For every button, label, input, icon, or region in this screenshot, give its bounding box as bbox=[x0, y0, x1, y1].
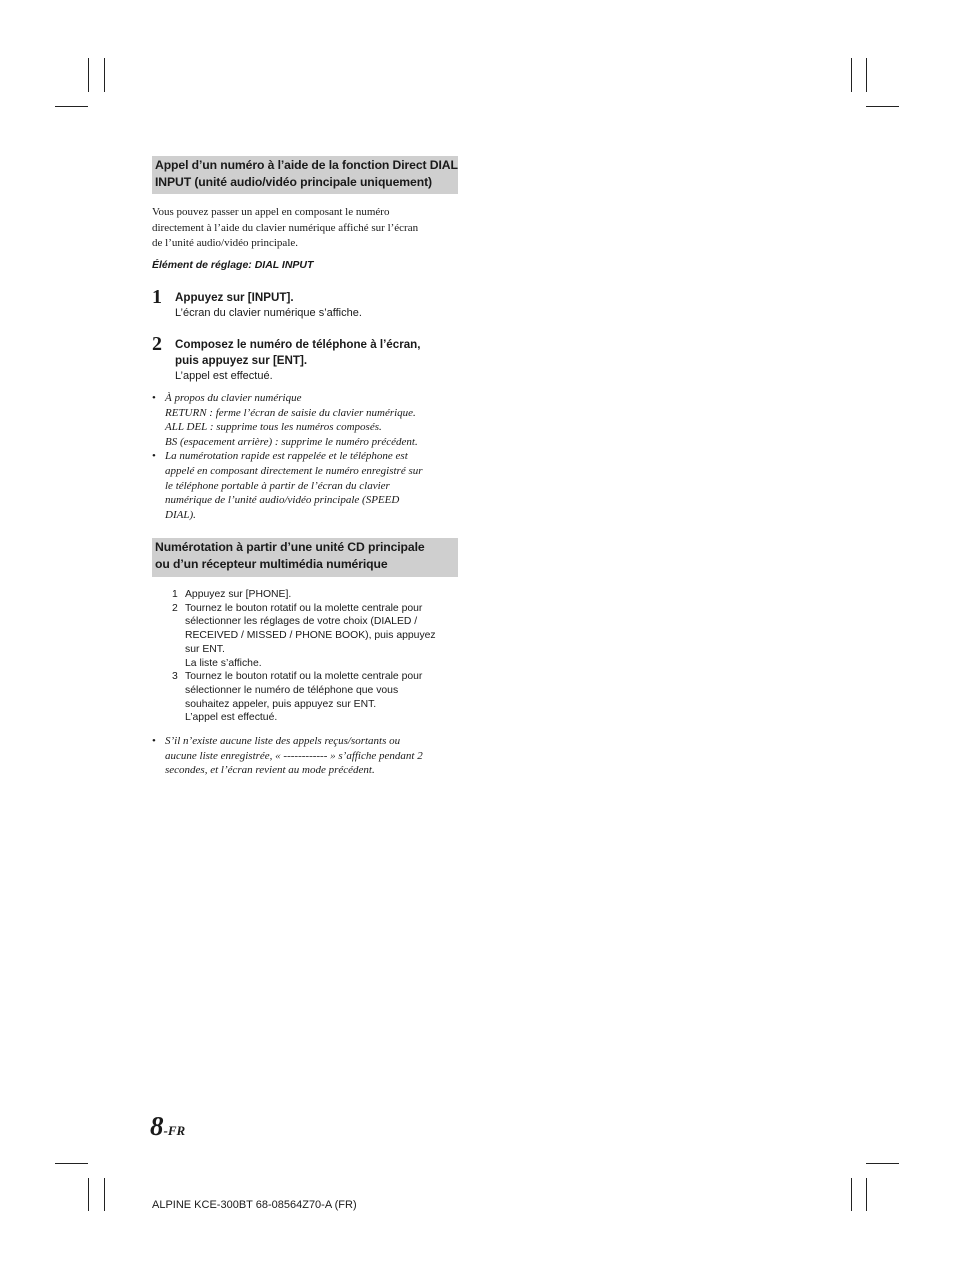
note-item: • La numérotation rapide est rappelée et le téléphone est appelé en composant directement le numéro enregistré sur le téléphone portable à partir de l’écran du clavier numérique de l’unité audio/vidéo principale (SPEED DIAL). bbox=[152, 450, 423, 521]
list-item: 1 Appuyez sur [PHONE]. bbox=[172, 589, 292, 600]
list-item: 2 Tournez le bouton rotatif ou la molette centrale pour sélectionner les réglages de votre choix (DIALED / RECEIVED / MISSED / PHONE BOOK), puis appuyez sur ENT. La liste s’affiche. bbox=[172, 602, 436, 669]
bullet: • bbox=[152, 735, 156, 747]
item-number: 2 bbox=[172, 602, 178, 614]
note-item: • À propos du clavier numérique RETURN : ferme l’écran de saisie du clavier numérique. ALL DEL : supprime tous les numéros composés. BS (espacement arrière) : supprime le numéro précédent. bbox=[152, 392, 418, 448]
step-result: L’appel est effectué. bbox=[175, 370, 273, 382]
crop-mark bbox=[88, 58, 89, 92]
heading-line: Appel d’un numéro à l’aide de la fonction Direct DIAL bbox=[155, 158, 458, 172]
step-number: 1 bbox=[152, 286, 162, 308]
crop-mark bbox=[866, 106, 899, 107]
procedure-list bbox=[172, 588, 472, 725]
intro-paragraph bbox=[152, 205, 458, 252]
key-input: [INPUT] bbox=[247, 291, 291, 304]
crop-mark bbox=[104, 58, 105, 92]
item-number: 3 bbox=[172, 671, 178, 683]
crop-mark bbox=[88, 1178, 89, 1211]
page-number bbox=[150, 1111, 185, 1142]
footer-reference: ALPINE KCE-300BT 68-08564Z70-A (FR) bbox=[152, 1199, 357, 1211]
heading-line: ou d’un récepteur multimédia numérique bbox=[155, 557, 388, 571]
section-heading-cd-unit bbox=[152, 538, 458, 577]
section-heading-direct-dial bbox=[152, 156, 458, 194]
bullet: • bbox=[152, 450, 156, 463]
crop-mark bbox=[55, 106, 88, 107]
heading-line: INPUT (unité audio/vidéo principale uniquement) bbox=[155, 175, 432, 189]
intro-line: de l’unité audio/vidéo principale. bbox=[152, 237, 299, 249]
setting-label: Élément de réglage: DIAL INPUT bbox=[152, 259, 314, 271]
crop-mark bbox=[851, 58, 852, 92]
key-ent: [ENT] bbox=[272, 354, 304, 367]
step-number: 2 bbox=[152, 333, 162, 355]
step-instruction: Composez le numéro de téléphone à l’écran, puis appuyez sur [ENT]. bbox=[175, 338, 421, 367]
page-number-suffix: -FR bbox=[163, 1123, 186, 1138]
crop-mark bbox=[55, 1163, 88, 1164]
intro-line: directement à l’aide du clavier numérique affiché sur l’écran bbox=[152, 221, 419, 234]
item-number: 1 bbox=[172, 589, 178, 600]
crop-mark bbox=[866, 1178, 867, 1211]
page-number-digit: 8 bbox=[150, 1111, 164, 1141]
step-instruction: Appuyez sur [INPUT]. bbox=[175, 291, 294, 304]
note-item: • S’il n’existe aucune liste des appels reçus/sortants ou aucune liste enregistrée, « ------------ » s’affiche pendant 2 secondes, et l’écran revient au mode précédent. bbox=[152, 735, 423, 777]
bullet: • bbox=[152, 392, 156, 404]
crop-mark bbox=[104, 1178, 105, 1211]
intro-line: Vous pouvez passer un appel en composant le numéro bbox=[152, 206, 390, 218]
heading-line: Numérotation à partir d’une unité CD principale bbox=[155, 540, 425, 554]
crop-mark bbox=[866, 1163, 899, 1164]
crop-mark bbox=[866, 58, 867, 92]
notes-section2 bbox=[152, 734, 462, 778]
step-result: L’écran du clavier numérique s’affiche. bbox=[175, 307, 362, 319]
crop-mark bbox=[851, 1178, 852, 1211]
list-item: 3 Tournez le bouton rotatif ou la molette centrale pour sélectionner le numéro de téléphone que vous souhaitez appeler, puis appuyez sur ENT. L’appel est effectué. bbox=[172, 671, 423, 724]
notes-section1 bbox=[152, 391, 462, 522]
